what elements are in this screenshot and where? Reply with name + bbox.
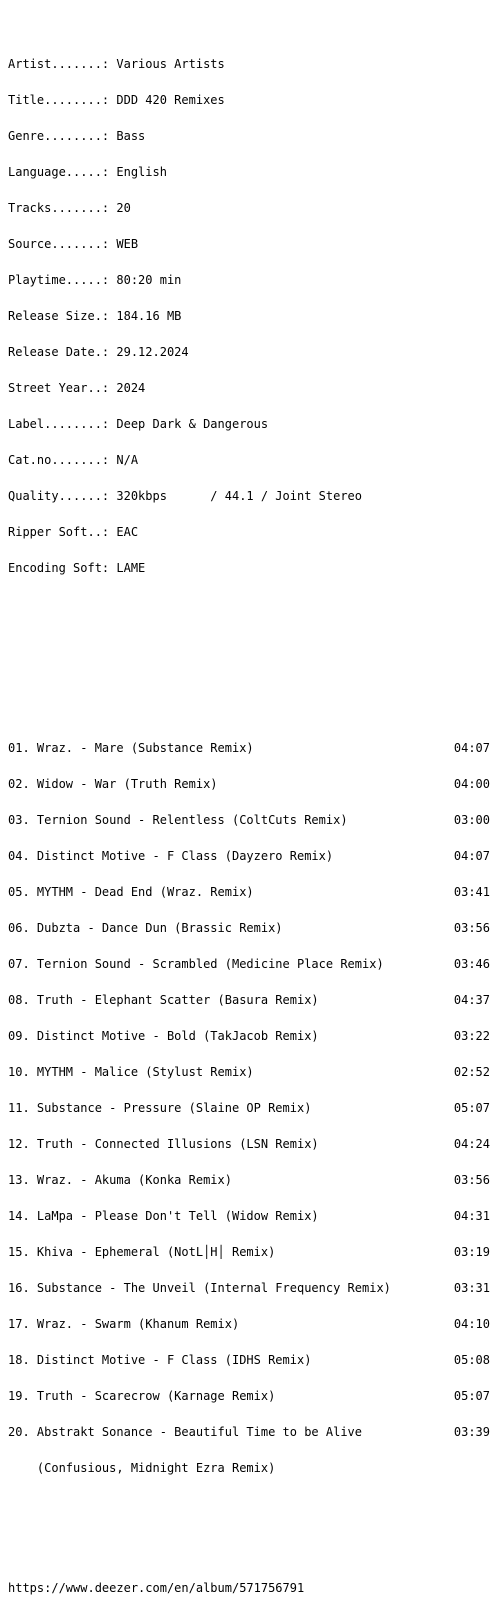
track-20-continuation: (Confusious, Midnight Ezra Remix) <box>8 1461 276 1475</box>
track-row <box>8 814 490 826</box>
info-title: Title........: DDD 420 Remixes <box>8 93 225 107</box>
track-duration: 03:00 <box>453 813 490 827</box>
info-playtime: Playtime.....: 80:20 min <box>8 273 182 287</box>
track-duration: 04:07 <box>453 849 490 863</box>
track-title: 16. Substance - The Unveil (Internal Frequency Remix) <box>8 1281 391 1295</box>
track-duration: 03:56 <box>453 1173 490 1187</box>
track-title: 05. MYTHM - Dead End (Wraz. Remix) <box>8 885 254 899</box>
release-info <box>8 34 490 598</box>
track-duration: 04:00 <box>453 777 490 791</box>
track-duration: 04:37 <box>453 993 490 1007</box>
info-quality: Quality......: 320kbps / 44.1 / Joint Stereo <box>8 489 363 503</box>
track-row <box>8 1318 490 1330</box>
track-title: 09. Distinct Motive - Bold (TakJacob Remix) <box>8 1029 319 1043</box>
track-row <box>8 850 490 862</box>
track-duration: 04:31 <box>453 1209 490 1223</box>
track-row <box>8 922 490 934</box>
track-title: 04. Distinct Motive - F Class (Dayzero Remix) <box>8 849 334 863</box>
track-row <box>8 778 490 790</box>
track-duration: 05:07 <box>453 1101 490 1115</box>
track-duration: 04:24 <box>453 1137 490 1151</box>
track-duration: 03:19 <box>453 1245 490 1259</box>
spacer <box>8 634 490 646</box>
track-title: 08. Truth - Elephant Scatter (Basura Remix) <box>8 993 319 1007</box>
track-title: 11. Substance - Pressure (Slaine OP Remix) <box>8 1101 312 1115</box>
track-row <box>8 1030 490 1042</box>
nfo-document <box>8 10 490 1606</box>
track-row <box>8 1174 490 1186</box>
track-title: 12. Truth - Connected Illusions (LSN Remix) <box>8 1137 319 1151</box>
track-row <box>8 742 490 754</box>
track-row <box>8 1210 490 1222</box>
info-language: Language.....: English <box>8 165 167 179</box>
album-url: https://www.deezer.com/en/album/571756791 <box>8 1581 305 1595</box>
info-encoding-soft: Encoding Soft: LAME <box>8 561 146 575</box>
info-label: Label........: Deep Dark & Dangerous <box>8 417 269 431</box>
track-title: 06. Dubzta - Dance Dun (Brassic Remix) <box>8 921 283 935</box>
info-source: Source.......: WEB <box>8 237 139 251</box>
track-title: 20. Abstrakt Sonance - Beautiful Time to be Alive <box>8 1425 363 1439</box>
track-title: 03. Ternion Sound - Relentless (ColtCuts Remix) <box>8 813 348 827</box>
track-row <box>8 1138 490 1150</box>
track-duration: 03:39 <box>453 1425 490 1439</box>
info-street-year: Street Year..: 2024 <box>8 381 146 395</box>
track-duration: 04:10 <box>453 1317 490 1331</box>
info-release-date: Release Date.: 29.12.2024 <box>8 345 189 359</box>
track-title: 14. LaMpa - Please Don't Tell (Widow Remix) <box>8 1209 319 1223</box>
track-title: 15. Khiva - Ephemeral (NotL│H│ Remix) <box>8 1245 276 1259</box>
info-tracks: Tracks.......: 20 <box>8 201 131 215</box>
info-ripper-soft: Ripper Soft..: EAC <box>8 525 139 539</box>
track-row <box>8 1102 490 1114</box>
track-title: 13. Wraz. - Akuma (Konka Remix) <box>8 1173 232 1187</box>
track-row <box>8 1282 490 1294</box>
info-release-size: Release Size.: 184.16 MB <box>8 309 182 323</box>
track-title: 10. MYTHM - Malice (Stylust Remix) <box>8 1065 254 1079</box>
track-row <box>8 958 490 970</box>
info-genre: Genre........: Bass <box>8 129 146 143</box>
track-duration: 04:07 <box>453 741 490 755</box>
tracklist <box>8 718 490 1498</box>
track-duration: 03:41 <box>453 885 490 899</box>
track-duration: 03:31 <box>453 1281 490 1295</box>
info-artist: Artist.......: Various Artists <box>8 57 225 71</box>
track-duration: 05:07 <box>453 1389 490 1403</box>
track-title: 07. Ternion Sound - Scrambled (Medicine Place Remix) <box>8 957 384 971</box>
track-row <box>8 994 490 1006</box>
track-title: 01. Wraz. - Mare (Substance Remix) <box>8 741 254 755</box>
spacer <box>8 670 490 682</box>
track-duration: 02:52 <box>453 1065 490 1079</box>
track-row <box>8 1390 490 1402</box>
track-row <box>8 886 490 898</box>
track-row <box>8 1426 490 1438</box>
track-title: 19. Truth - Scarecrow (Karnage Remix) <box>8 1389 276 1403</box>
track-row <box>8 1066 490 1078</box>
track-title: 17. Wraz. - Swarm (Khanum Remix) <box>8 1317 240 1331</box>
track-duration: 03:56 <box>453 921 490 935</box>
track-row <box>8 1354 490 1366</box>
track-title: 18. Distinct Motive - F Class (IDHS Remix) <box>8 1353 312 1367</box>
track-row <box>8 1246 490 1258</box>
spacer <box>8 1534 490 1546</box>
track-duration: 03:22 <box>453 1029 490 1043</box>
track-title: 02. Widow - War (Truth Remix) <box>8 777 218 791</box>
track-duration: 05:08 <box>453 1353 490 1367</box>
info-cat-no: Cat.no.......: N/A <box>8 453 139 467</box>
track-duration: 03:46 <box>453 957 490 971</box>
